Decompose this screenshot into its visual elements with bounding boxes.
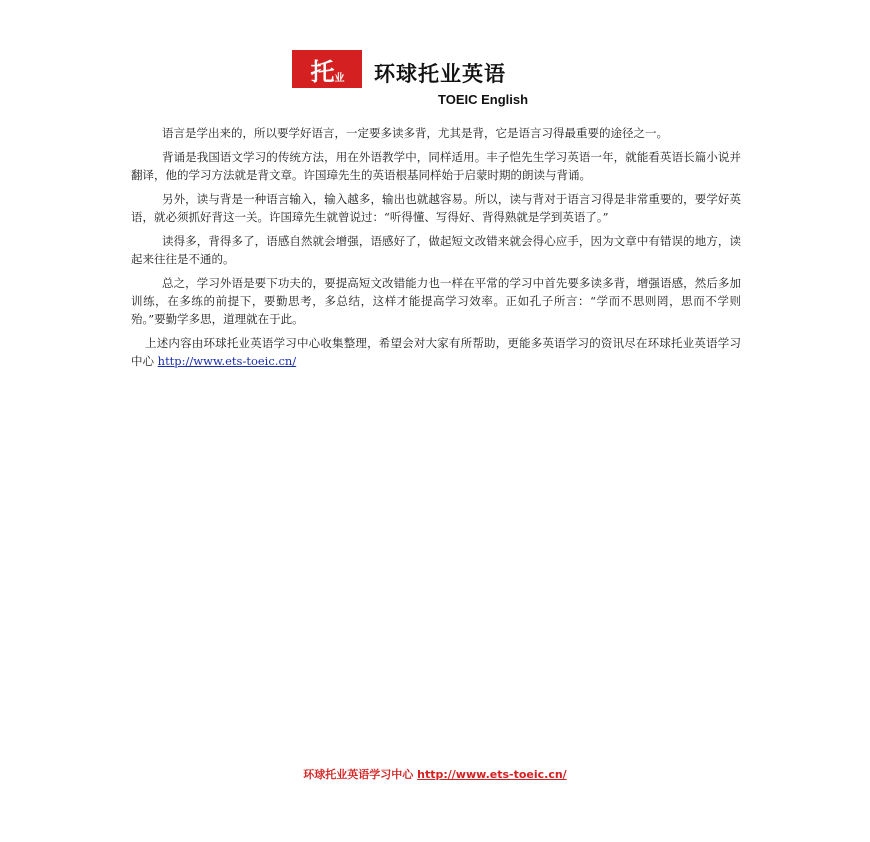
brand-name-cn: 环球托业英语	[374, 62, 506, 86]
article-body	[131, 124, 741, 376]
logo-mark	[292, 50, 362, 88]
closing-paragraph	[131, 334, 741, 370]
paragraph-5: 总之，学习外语是要下功夫的，要提高短文改错能力也一样在平常的学习中首先要多读多背，增强语感，然后多加训练，在多练的前提下，要勤思考，多总结，这样才能提高学习效率。正如孔子所言：“学而不思则罔，思而不学则殆。”要勤学多思，道理就在于此。	[131, 276, 741, 326]
logo-mark-small-char: 业	[334, 72, 344, 84]
closing-text: 上述内容由环球托业英语学习中心收集整理，希望会对大家有所帮助，更能多英语学习的资讯尽在环球托业英语学习中心	[131, 336, 741, 368]
closing-link[interactable]: http://www.ets-toeic.cn/	[157, 354, 297, 368]
brand-logo	[292, 50, 582, 110]
paragraph-1: 语言是学出来的，所以要学好语言，一定要多读多背，尤其是背，它是语言习得最重要的途径之一。	[162, 126, 668, 140]
paragraph-3: 另外，读与背是一种语言输入，输入越多，输出也就越容易。所以，读与背对于语言习得是非常重要的，要学好英语，就必须抓好背这一关。许国璋先生就曾说过：“听得懂、写得好、背得熟就是学到英语了。”	[131, 192, 741, 224]
paragraph-2: 背诵是我国语文学习的传统方法，用在外语教学中，同样适用。丰子恺先生学习英语一年，就能看英语长篇小说并翻译，他的学习方法就是背文章。许国璋先生的英语根基同样始于启蒙时期的朗读与背诵。	[131, 150, 741, 182]
footer-text: 环球托业英语学习中心	[303, 768, 418, 781]
page-footer	[0, 766, 870, 782]
paragraph-4: 读得多，背得多了，语感自然就会增强，语感好了，做起短文改错来就会得心应手，因为文章中有错误的地方，读起来往往是不通的。	[131, 234, 741, 266]
footer-link[interactable]: http://www.ets-toeic.cn/	[417, 768, 567, 781]
logo-mark-char: 托	[310, 57, 334, 86]
brand-name-en: TOEIC English	[438, 92, 529, 107]
